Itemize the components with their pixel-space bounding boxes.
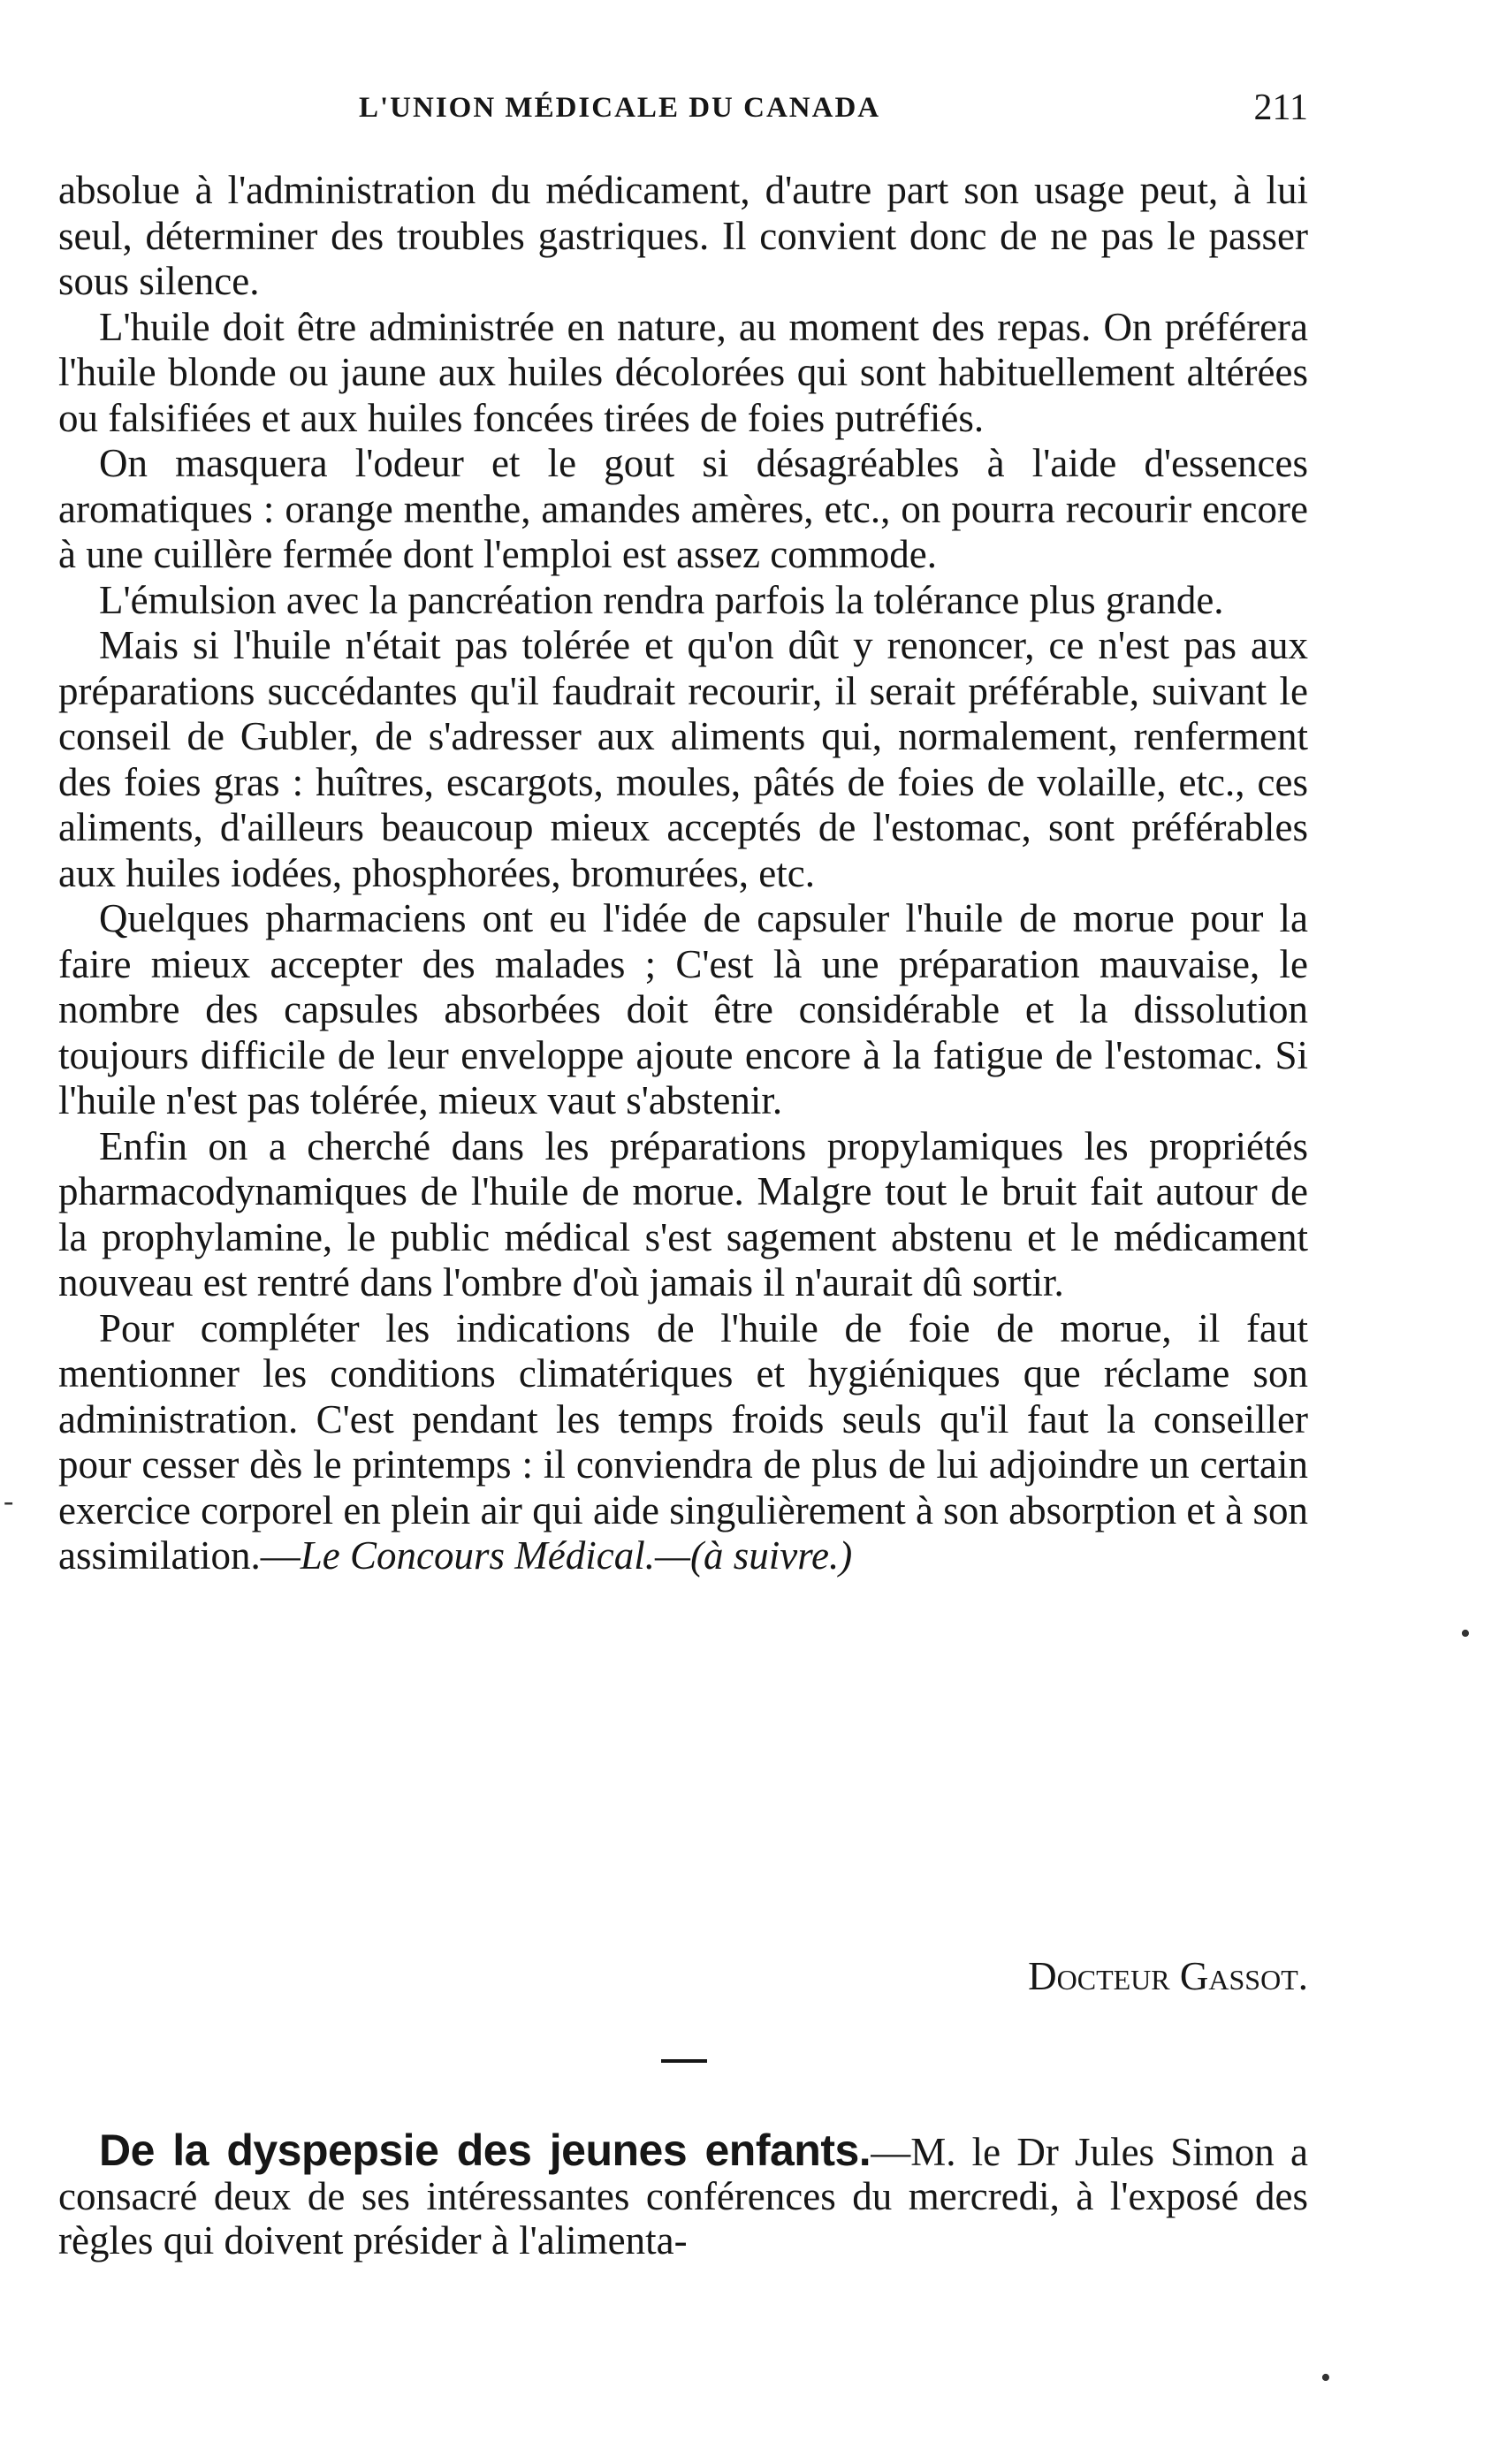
paragraph: L'huile doit être administrée en nature, au moment des repas. On préférera l'huile blonde ou jaune aux huiles décolorées qui sont habituellement altérées ou falsifiées et aux huiles foncées tirées de foies putréfiés.	[58, 304, 1308, 440]
source-citation: Le Concours Médical.	[300, 1533, 655, 1578]
next-article-paragraph	[58, 2128, 1308, 2262]
paragraph: L'émulsion avec la pancréation rendra parfois la tolérance plus grande.	[99, 577, 1224, 622]
page-number: 211	[1253, 87, 1308, 128]
journal-title: L'UNION MÉDICALE DU CANADA	[359, 92, 881, 124]
margin-dash-mark: -	[4, 1485, 14, 1517]
next-article	[58, 2128, 1308, 2262]
running-head	[58, 83, 1308, 136]
paragraph: Enfin on a cherché dans les préparations propylamiques les propriétés pharmacodynamiques de l'huile de morue. Malgre tout le bruit fait autour de la prophylamine, le public médical s'est sagement abstenu et le médicament nouveau est rentré dans l'ombre d'où jamais il n'aurait dû sortir.	[58, 1123, 1308, 1304]
next-article-heading: De la dyspepsie des jeunes enfants.	[99, 2126, 871, 2175]
article-body	[58, 168, 1308, 1579]
paragraph: absolue à l'administration du médicament, d'autre part son usage peut, à lui seul, déterminer des troubles gastriques. Il convient donc de ne pas le passer sous silence.	[58, 168, 1308, 303]
final-paragraph	[58, 1306, 1308, 1579]
paragraph: Quelques pharmaciens ont eu l'idée de capsuler l'huile de morue pour la faire mieux accepter des malades ; C'est là une préparation mauvaise, le nombre des capsules absorbées doit être considérable et la dissolution toujours difficile de leur enveloppe ajoute encore à la fatigue de l'estomac. Si l'huile n'est pas tolérée, mieux vaut s'abstenir.	[58, 896, 1308, 1122]
margin-dot-mark: •	[1460, 1617, 1471, 1650]
paragraph: On masquera l'odeur et le gout si désagréables à l'aide d'essences aromatiques : orange menthe, amandes amères, etc., on pourra recourir encore à une cuillère fermée dont l'emploi est assez commode.	[58, 441, 1308, 576]
author-signature: Docteur Gassot.	[1028, 1954, 1308, 1998]
section-separator	[661, 2059, 707, 2063]
paragraph: Mais si l'huile n'était pas tolérée et qu'on dût y renoncer, ce n'est pas aux préparations succédantes qu'il faudrait recourir, il serait préférable, suivant le conseil de Gubler, de s'adresser aux aliments qui, normalement, renferment des foies gras : huîtres, escargots, moules, pâtés de foies de volaille, etc., ces aliments, d'ailleurs beaucoup mieux acceptés de l'estomac, sont préférables aux huiles iodées, phosphorées, bromurées, etc.	[58, 623, 1308, 895]
next-article-text: —M. le Dr Jules Simon a consacré deux de ses intéressantes conférences du mercredi, à l'exposé des règles qui doivent présider à l'alimenta-	[58, 2130, 1308, 2262]
continued-note: —(à suivre.)	[654, 1533, 853, 1578]
margin-dot-mark: •	[1320, 2361, 1331, 2394]
final-paragraph-text: Pour compléter les indications de l'huile de foie de morue, il faut mentionner les conditions climatériques et hygiéniques que réclame son administration. C'est pendant les temps froids seuls qu'il faut la conseiller pour cesser dès le printemps : il conviendra de plus de lui adjoindre un certain exercice corporel en plein air qui aide singulièrement à son absorption et à son assimilation.—	[58, 1305, 1308, 1578]
